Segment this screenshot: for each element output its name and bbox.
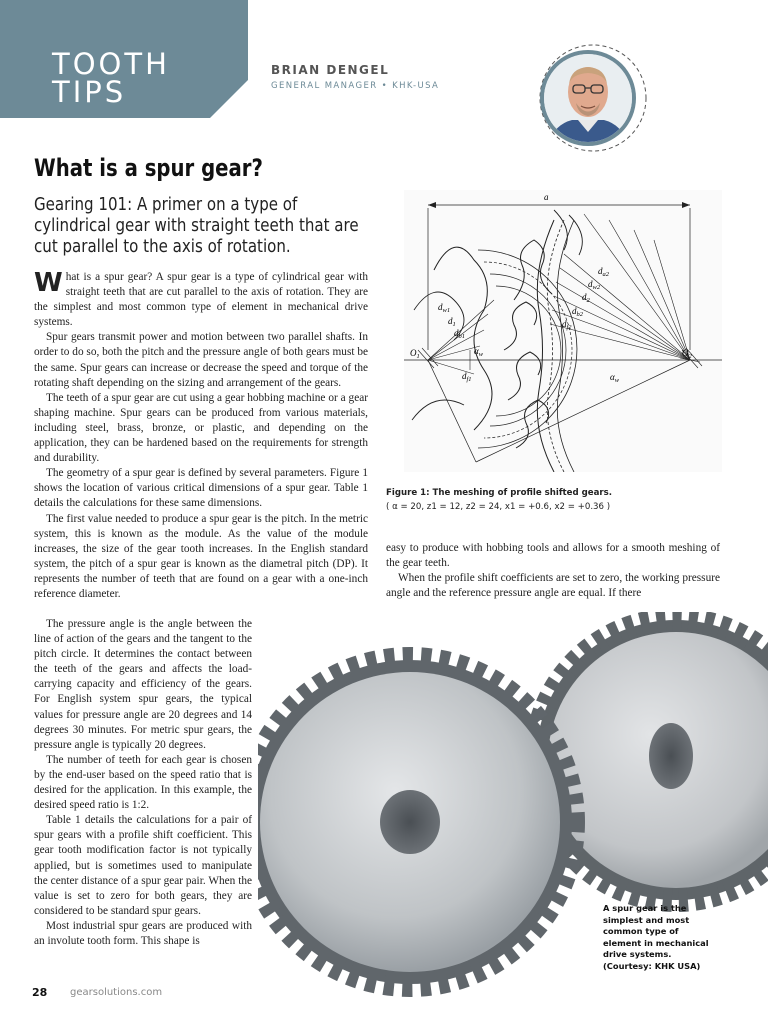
section-title (52, 47, 170, 109)
paragraph: The number of teeth for each gear is chosen by the end-user based on the speed ratio that is desired for the application. In this example, the desired speed ratio is 1:2. (34, 753, 252, 812)
label-alpha-w-2: $\alpha_w$ (610, 372, 620, 384)
figure-caption-title: Figure 1: The meshing of profile shifted gears. (386, 488, 613, 498)
label-dw2: $d_{w2}$ (588, 279, 601, 291)
paragraph: The teeth of a spur gear are cut using a gear hobbing machine or a gear shaping machine. Spur gears can be produced from various materials, including steel, brass, bronze, or plastic, and depending on the application, they can be hardened based on the requirements for strength and durability. (34, 391, 368, 465)
drop-cap: W (34, 268, 63, 298)
label-df2: $d_{f2}$ (562, 319, 572, 331)
banner-corner-cut (210, 80, 248, 118)
large-gear (258, 660, 572, 984)
section-title-line2: TIPS (52, 75, 127, 109)
label-alpha-w-1: $\alpha_w$ (474, 346, 484, 358)
figure-gear-meshing-diagram (404, 190, 722, 472)
site-url[interactable]: gearsolutions.com (70, 987, 163, 998)
figure-caption-params: ( α = 20, z1 = 12, z2 = 24, x1 = +0.6, x2 = +0.36 ) (386, 502, 611, 512)
section-title-line1: TOOTH (52, 47, 170, 81)
author-photo (538, 40, 648, 158)
body-column-right (386, 541, 720, 601)
paragraph: Spur gears transmit power and motion between two parallel shafts. In order to do so, both the pitch and the pressure angle of both gears must be the same. Spur gears can increase or decrease the speed and torque of the rotating shaft depending on the sizing and arrangement of the gears. (34, 331, 368, 389)
article-deck: Gearing 101: A primer on a type of cylindrical gear with straight teeth that are cut parallel to the axis of rotation. (34, 195, 359, 257)
paragraph (34, 270, 368, 330)
paragraph: easy to produce with hobbing tools and allows for a smooth meshing of the gear teeth. (386, 542, 720, 570)
page-number: 28 (32, 986, 48, 999)
label-db1: $d_{b1}$ (454, 328, 465, 340)
figure-caption (386, 486, 726, 514)
label-a: a (544, 192, 549, 202)
body-column-narrow (34, 617, 252, 949)
article-headline: What is a spur gear? (34, 154, 263, 182)
label-dw1: $d_{w1}$ (438, 302, 451, 314)
paragraph: The first value needed to produce a spur gear is the pitch. In the metric system, this is known as the module. As the value of the module increases, the size of the gear tooth increases. In the English standard system, the pitch of a spur gear is known as the diametral pitch (DP). It represents the number of teeth that are found on a gear with a one-inch reference diameter. (34, 512, 368, 600)
paragraph: Most industrial spur gears are produced with an involute tooth form. This shape is (34, 919, 252, 947)
label-db2: $d_{b2}$ (572, 306, 583, 318)
paragraph: When the profile shift coefficients are set to zero, the working pressure angle and the reference pressure angle are equal. If there (386, 572, 720, 600)
label-O1: $O_1$ (410, 348, 420, 360)
paragraph: The geometry of a spur gear is defined by several parameters. Figure 1 shows the location of various critical dimensions of a spur gear. Table 1 details the calculations for these same dimensions. (34, 467, 368, 510)
label-d2: $d_2$ (582, 292, 590, 304)
body-column-left (34, 270, 368, 602)
paragraph-text: hat is a spur gear? A spur gear is a type of cylindrical gear with straight teeth that are cut parallel to the axis of rotation. They are the simplest and most common type of element in mechanical drive systems. (34, 271, 368, 329)
author-role: GENERAL MANAGER • KHK-USA (271, 81, 440, 91)
label-O2: $O_2$ (682, 348, 692, 360)
label-d1: $d_1$ (448, 316, 456, 328)
label-da2: $d_{a2}$ (598, 266, 609, 278)
label-df1: $d_{f1}$ (462, 371, 472, 383)
author-name: BRIAN DENGEL (271, 63, 390, 77)
paragraph: Table 1 details the calculations for a pair of spur gears with a profile shift coefficient. This gear tooth modification factor is not typically applied, but is sometimes used to manipulate the center distance of a spur gear pair. When the value is set to zero for both gears, they are considered to be standard spur gears. (34, 814, 252, 917)
paragraph: The pressure angle is the angle between the line of action of the gears and the tangent to the pitch circle. It determines the contact between the teeth of the gears and affects the load-carrying capacity and efficiency of the gears. For English system spur gears, the typical values for pressure angle are 20 degrees and 14 degrees 30 minutes. For metric spur gears, the pressure angle is typically 20 degrees. (34, 618, 252, 751)
photo-caption: A spur gear is the simplest and most common type of element in mechanical drive systems. (Courtesy: KHK USA) (603, 903, 709, 971)
